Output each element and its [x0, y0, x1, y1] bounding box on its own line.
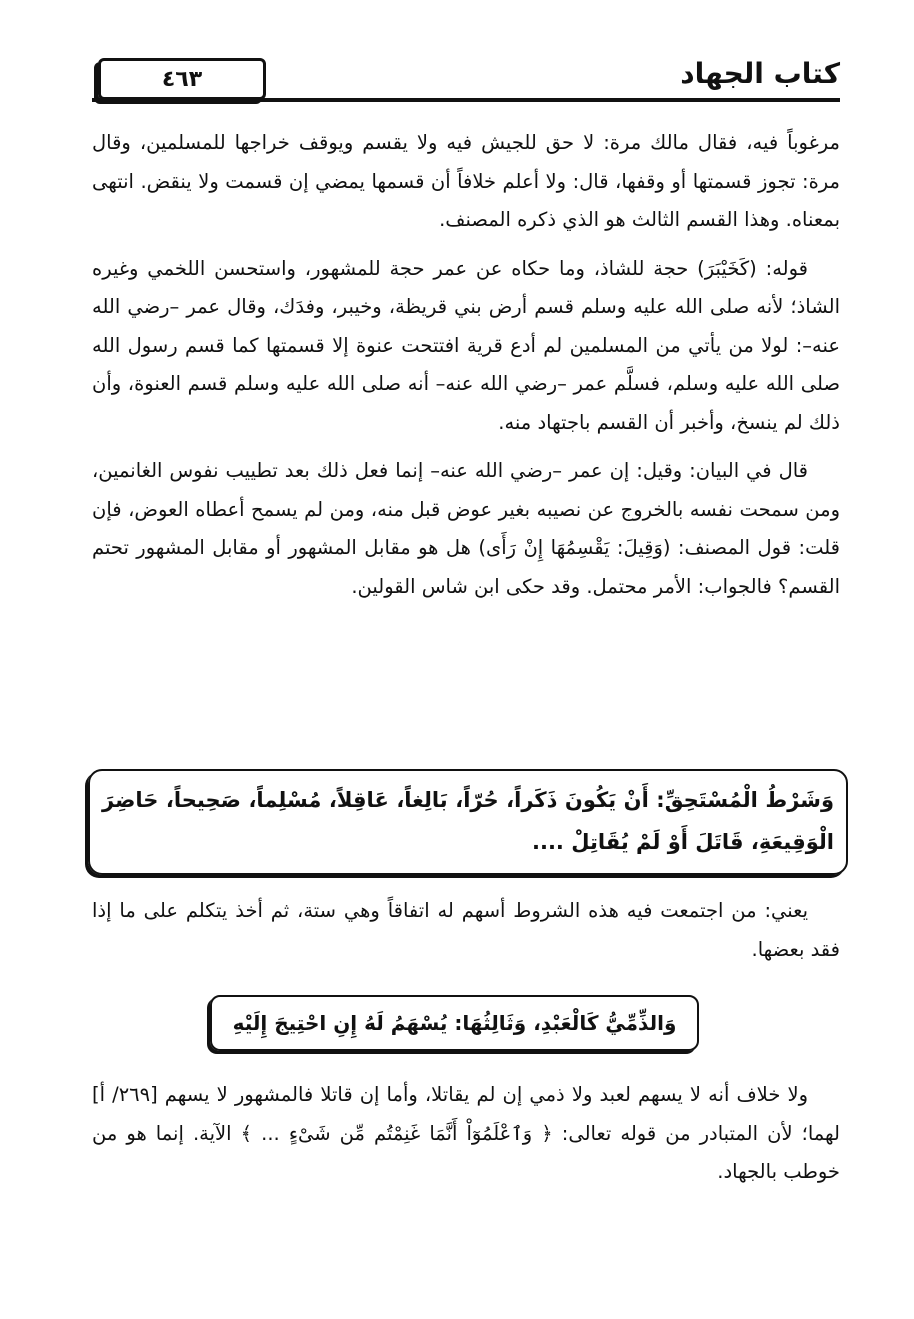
page-header	[92, 52, 840, 108]
paragraph: مرغوباً فيه، فقال مالك مرة: لا حق للجيش فيه ولا يقسم ويوقف خراجها للمسلمين، وقال مرة: تجوز قسمتها أو وقفها، قال: ولا أعلم خلافاً أن قسمها يمضي إن قسمت ولا ينقض. انتهى بمعناه. وهذا القسم الثالث هو الذي ذكره المصنف.	[92, 131, 840, 231]
paragraph: قوله: (كَخَيْبَرَ) حجة للشاذ، وما حكاه عن عمر حجة للمشهور، واستحسن اللخمي وغيره الشاذ؛ لأنه صلى الله عليه وسلم قسم أرض بني قريظة، وخيبر، وفدَك، وقال عمر –رضي الله عنه–: لولا من يأتي من المسلمين لم أدع قرية افتتحت عنوة إلا قسمتها كما قسم رسول الله صلى الله عليه وسلم، فسلَّم عمر –رضي الله عنه– أنه صلى الله عليه وسلم قسم العنوة، وأن ذلك لم ينسخ، وأخبر أن القسم باجتهاد منه.	[92, 256, 840, 434]
matn-text-box: وَالذِّمِّيُّ كَالْعَبْدِ، وَثَالِثُهَا: يُسْهَمُ لَهُ إِنِ احْتِيجَ إِلَيْهِ	[210, 995, 699, 1051]
book-title: كتاب الجهاد	[680, 57, 840, 90]
commentary-section-3	[92, 1076, 840, 1192]
paragraph: يعني: من اجتمعت فيه هذه الشروط أسهم له اتفاقاً وهي ستة، ثم أخذ يتكلم على ما إذا فقد بعضها.	[92, 899, 840, 961]
paragraph: قال في البيان: وقيل: إن عمر –رضي الله عنه– إنما فعل ذلك بعد تطييب نفوس الغانمين، ومن سمحت نفسه بالخروج عن نصيبه بغير عوض قبل منه، ومن لم يسمح أعطاه العوض، فإن قلت: قول المصنف: (وَقِيلَ: يَقْسِمُهَا إِنْ رَأَى) هل هو مقابل المشهور أو مقابل المشهور تحتم القسم؟ فالجواب: الأمر محتمل. وقد حكى ابن شاس القولين.	[92, 459, 840, 598]
commentary-section-1	[92, 124, 840, 606]
matn-text-box: وَشَرْطُ الْمُسْتَحِقِّ: أَنْ يَكُونَ ذَكَراً، حُرّاً، بَالِغاً، عَاقِلاً، مُسْلِماً، صَحِيحاً، حَاضِرَ الْوَقِيعَةِ، قَاتَلَ أَوْ لَمْ يُقَاتِلْ ....	[88, 769, 848, 875]
paragraph: ولا خلاف أنه لا يسهم لعبد ولا ذمي إن لم يقاتلا، وأما إن قاتلا فالمشهور لا يسهم [٢٦٩/ أ] لهما؛ لأن المتبادر من قوله تعالى: ﴿ وَٱعْلَمُوٓاْ أَنَّمَا غَنِمْتُم مِّن شَىْءٍ ... ﴾ الآية. إنما هو من خوطب بالجهاد.	[92, 1083, 840, 1183]
page-number: ٤٦٣	[98, 58, 266, 100]
header-rule	[92, 98, 840, 102]
commentary-section-2	[92, 892, 840, 969]
